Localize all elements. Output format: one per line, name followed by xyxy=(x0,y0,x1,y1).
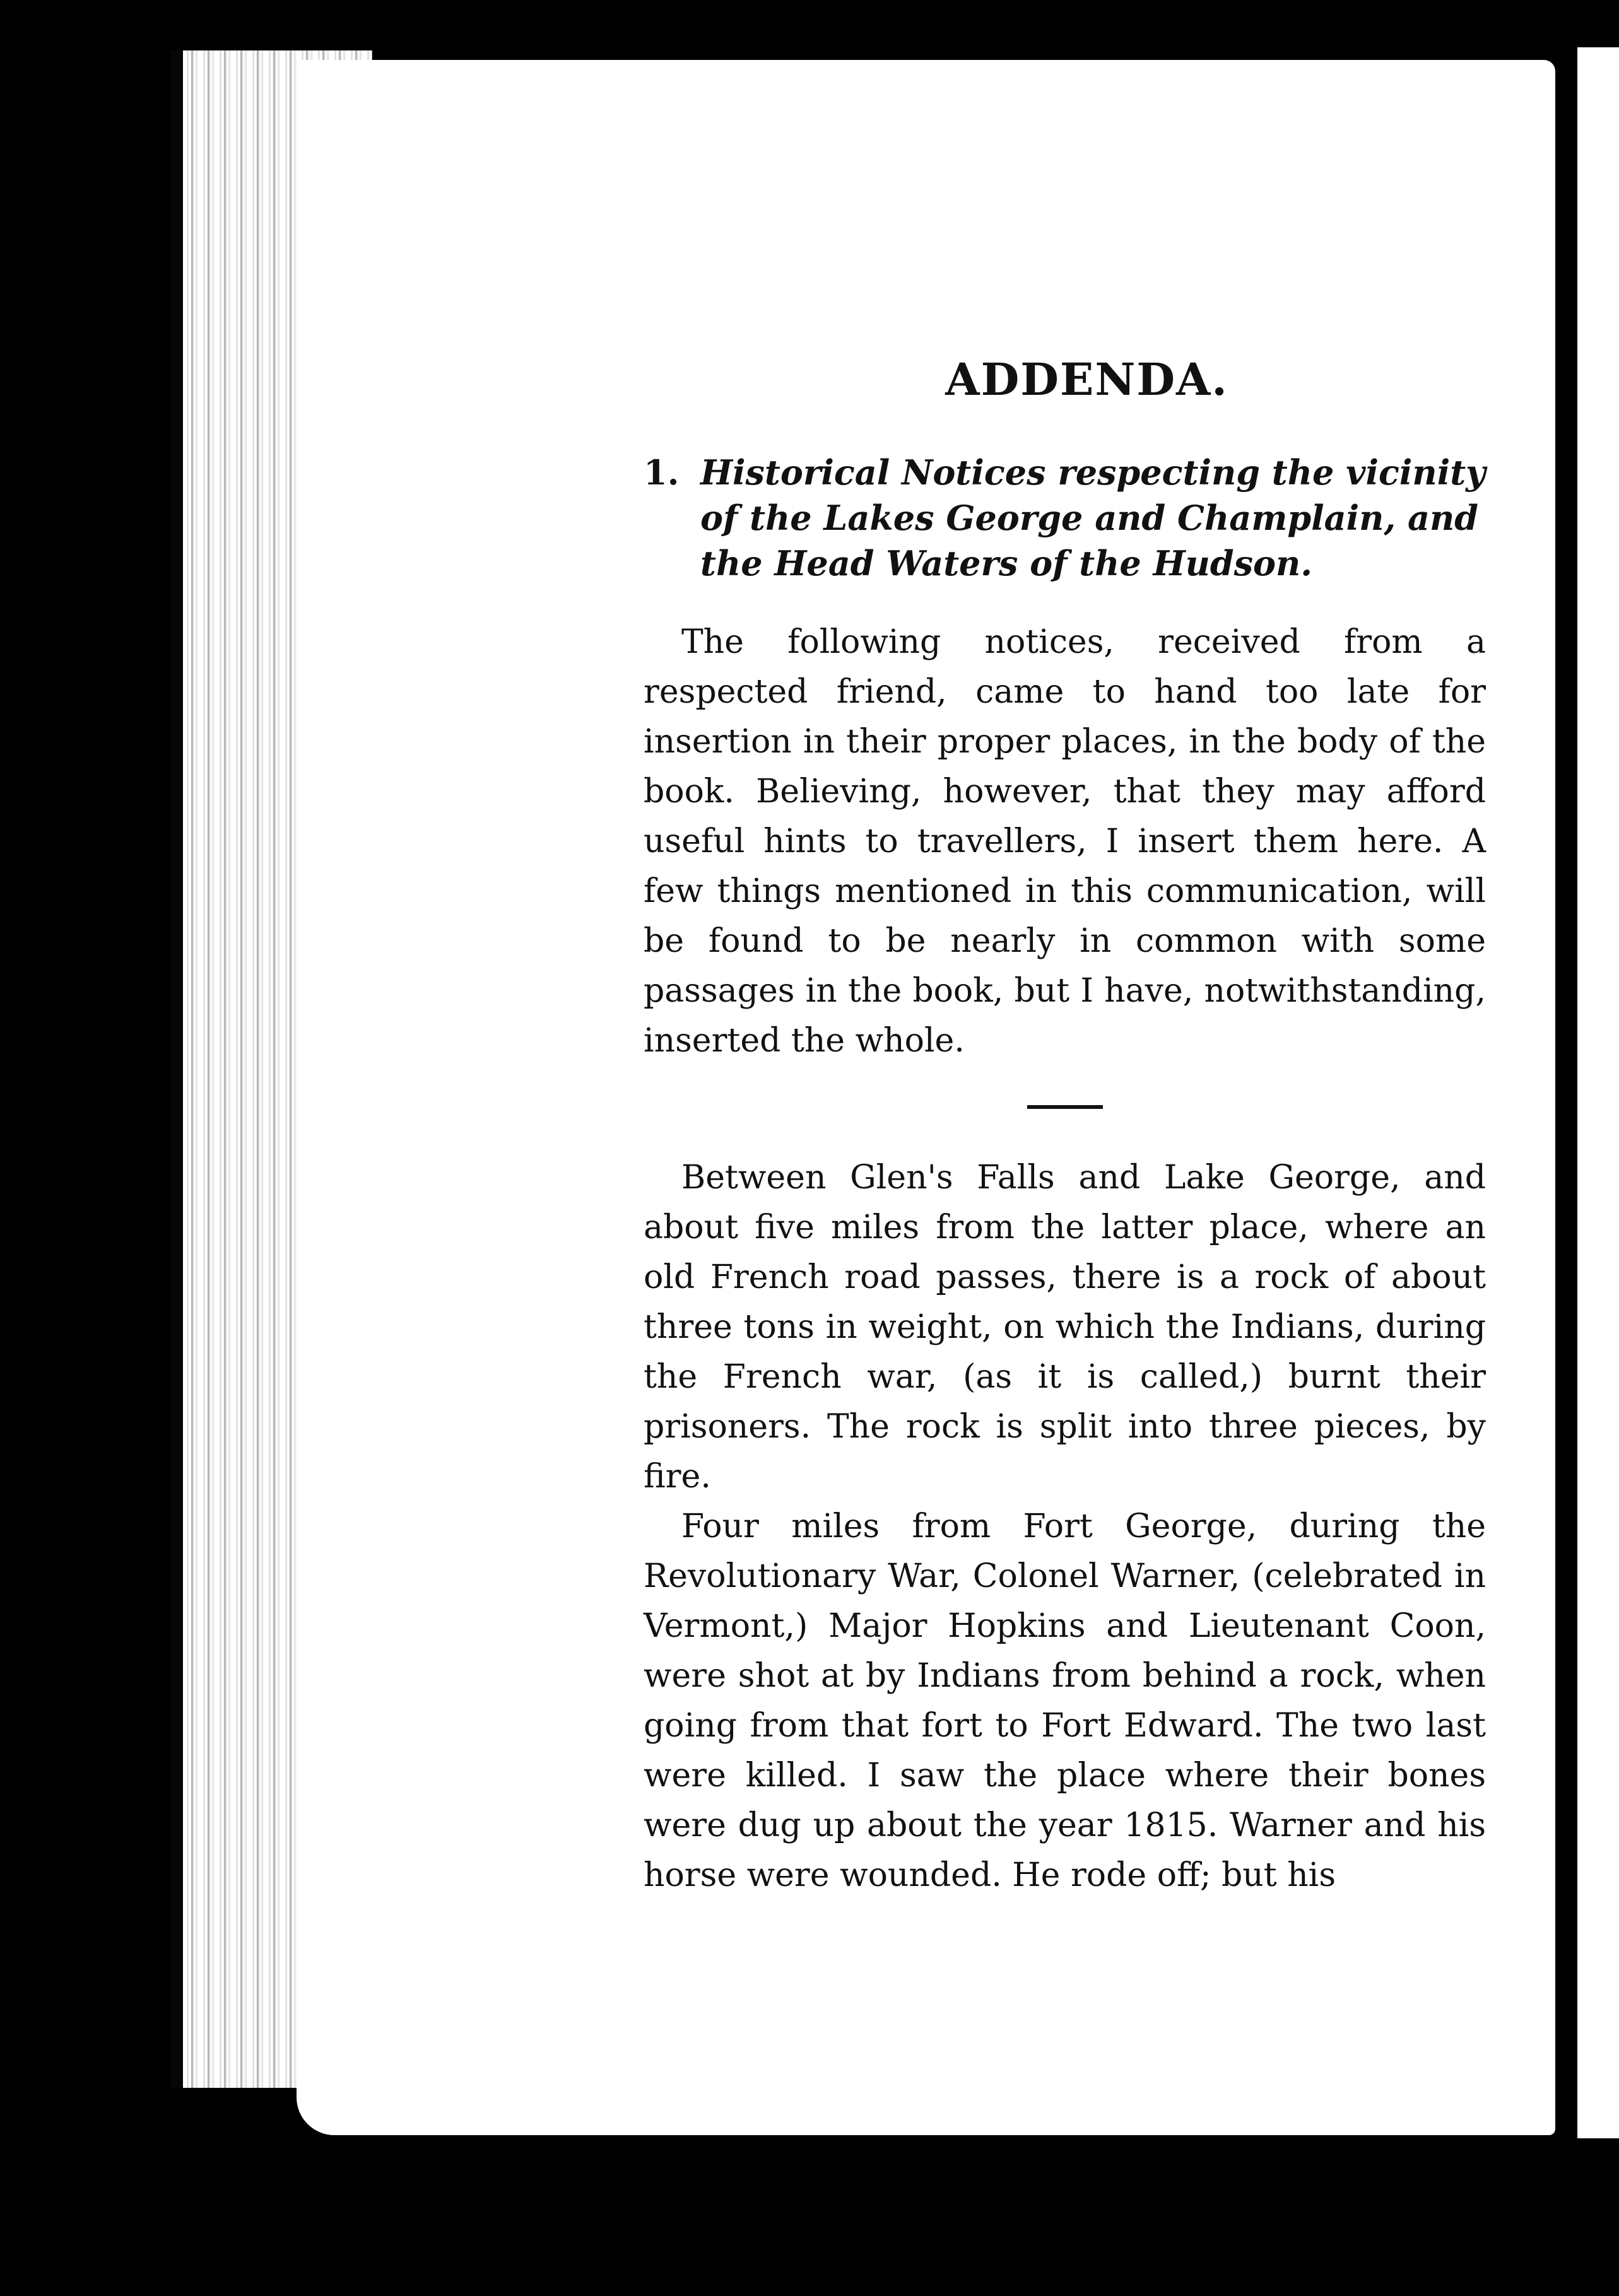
section-title xyxy=(644,450,1486,586)
scan-bottom-border xyxy=(0,2138,1619,2296)
warner-paragraph: Four miles from Fort George, during the Revolutionary War, Colonel Warner, (celebrated in Vermont,) Major Hopkins and Lieutenant Coon, were shot at by Indians from behind a rock, when going from that fort to Fort Edward. The two last were killed. I saw the place where their bones were dug up about the year 1815. Warner and his horse were wounded. He rode off; but his xyxy=(644,1508,1486,1894)
section-number: 1. xyxy=(644,452,680,493)
rock-paragraph: Between Glen's Falls and Lake George, and about five miles from the latter place, where an old French road passes, there is a rock of about three tons in weight, on which the Indians, during the French war, (as it is called,) burnt their prisoners. The rock is split into three pieces, by fire. xyxy=(644,1159,1486,1496)
section-divider xyxy=(1027,1105,1103,1109)
section-title-text: Historical Notices respecting the vicinity of the Lakes George and Champlain, and the Head Waters of the Hudson. xyxy=(700,452,1486,583)
facing-page-edge xyxy=(1566,47,1619,2141)
intro-paragraph: The following notices, received from a respected friend, came to hand too late for insertion in their proper places, in the body of the book. Believing, however, that they may afford useful hints to travellers, I insert them here. A few things mentioned in this communication, will be found to be nearly in common with some passages in the book, but I have, notwithstanding, inserted the whole. xyxy=(644,623,1486,1060)
page-content xyxy=(644,353,1486,1901)
page-heading: ADDENDA. xyxy=(945,353,1228,406)
